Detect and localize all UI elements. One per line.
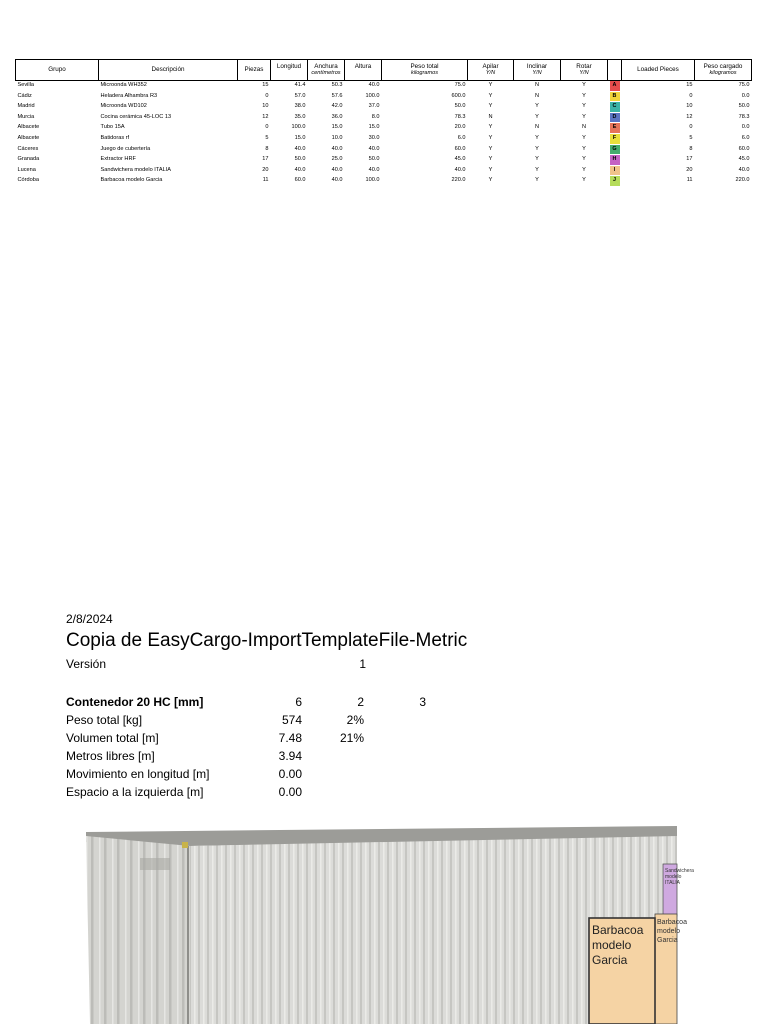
table-body [16,81,752,187]
cell-inclinar: Y [535,156,539,163]
container-3d-view [0,820,768,1024]
cell-grupo: Madrid [17,103,35,110]
header-rotar [561,60,608,81]
cell-altura: 40.0 [368,82,380,89]
row-color-tag: F [610,134,620,144]
cell-tag [608,155,622,166]
version-row [66,655,467,673]
cell-longitud: 60.0 [294,177,306,184]
cell-inclinar: Y [535,113,539,120]
container-illustration [0,820,768,1024]
cell-grupo: Albacete [17,124,40,131]
row-color-tag: C [610,102,620,112]
container-value-2: 2 [357,695,364,709]
cell-longitud: 41.4 [294,82,306,89]
cell-peso-cargado: 220.0 [735,177,750,184]
cell-peso: 45.0 [454,156,466,163]
summary-block [66,612,467,801]
cell-inclinar: Y [535,177,539,184]
table-row [16,102,752,113]
volume-percent: 21% [339,731,364,745]
cell-inclinar: Y [535,103,539,110]
table-header [16,60,752,81]
cell-grupo: Cádiz [17,92,32,99]
table-row [16,91,752,102]
header-tag [608,60,622,81]
header-piezas: Piezas [238,60,271,81]
weight-value: 574 [281,713,302,727]
cell-peso-cargado: 0.0 [741,92,750,99]
cell-rotar: Y [582,92,586,99]
header-anchura-label: Anchura [314,62,338,70]
cell-tag [608,81,622,92]
header-weight-unit-2: kilogramos [709,70,737,77]
cell-peso-cargado: 6.0 [741,134,750,141]
row-color-tag: B [610,92,620,102]
header-loaded-pieces: Loaded Pieces [622,60,695,81]
cell-rotar: Y [582,166,586,173]
container-value-1: 6 [295,695,302,709]
cell-longitud: 50.0 [294,156,306,163]
header-inclinar-yn: Y/N [532,70,542,77]
cell-piezas: 12 [262,113,269,120]
cargo-box-front [589,918,655,1024]
cell-tag [608,165,622,176]
table-row [16,165,752,176]
cell-apilar: Y [488,166,493,173]
row-color-tag: G [610,145,620,155]
length-movement-value: 0.00 [278,767,302,781]
header-apilar-yn: Y/N [485,70,496,77]
cell-desc: Heladera Alhambra R3 [100,92,158,99]
cell-loaded: 11 [686,177,693,184]
row-color-tag: I [610,166,620,176]
cargo-table [15,59,752,186]
row-color-tag: A [610,81,620,91]
cell-altura: 50.0 [368,156,380,163]
cell-grupo: Granada [17,156,40,163]
cell-rotar: Y [582,103,586,110]
cell-longitud: 38.0 [294,103,306,110]
table-row [16,155,752,166]
cargo-box-top [663,864,694,916]
cell-altura: 40.0 [368,166,380,173]
cell-apilar: Y [488,124,493,131]
header-apilar [468,60,514,81]
left-space-row [66,783,467,801]
header-peso-total [382,60,468,81]
cell-rotar: Y [582,156,586,163]
header-altura [345,60,382,81]
cell-desc: Batidoras rf [100,134,130,141]
cell-peso: 40.0 [454,166,466,173]
table-row [16,123,752,134]
cell-loaded: 17 [686,156,693,163]
cell-longitud: 40.0 [294,145,306,152]
cargo-box-front-label: Barbacoa modelo Garcia [592,923,644,967]
row-color-tag: E [610,123,620,133]
cell-loaded: 12 [686,113,693,120]
cell-peso-cargado: 60.0 [738,145,750,152]
cell-longitud: 15.0 [294,134,306,141]
header-grupo: Grupo [16,60,99,81]
cell-grupo: Cáceres [17,145,39,152]
cell-desc: Extractor HRF [100,156,136,163]
cell-peso-cargado: 78.3 [738,113,750,120]
cell-altura: 100.0 [365,92,380,99]
cell-rotar: N [581,124,587,131]
version-value: 1 [359,657,366,671]
cell-loaded: 5 [689,134,693,141]
cell-apilar: Y [488,156,493,163]
cell-altura: 15.0 [368,124,380,131]
free-meters-value: 3.94 [278,749,302,763]
cell-peso: 60.0 [454,145,466,152]
cell-rotar: Y [582,134,586,141]
table-row [16,112,752,123]
cell-apilar: Y [488,92,493,99]
row-color-tag: J [610,176,620,186]
cell-altura: 40.0 [368,145,380,152]
cell-desc: Sandwichera modelo ITALIA [100,166,171,173]
header-descripcion: Descripción [99,60,238,81]
cell-altura: 37.0 [368,103,380,110]
cell-peso: 6.0 [457,134,466,141]
header-peso-total-label: Peso total [410,62,439,70]
header-inclinar-label: Inclinar [526,62,548,70]
cell-tag [608,102,622,113]
cell-tag [608,123,622,134]
cell-loaded: 8 [689,145,693,152]
report-date: 2/8/2024 [66,612,113,626]
cell-peso-cargado: 75.0 [738,82,750,89]
cell-anchura: 15.0 [331,124,343,131]
cell-tag [608,176,622,187]
cell-loaded: 15 [686,82,693,89]
header-peso-cargado-label: Peso cargado [703,62,743,70]
cargo-box-top-label: Sandwichera modelo ITALIA [665,868,694,886]
cell-piezas: 11 [262,177,269,184]
cargo-box-back [655,914,687,1024]
length-movement-label: Movimiento en longitud [m] [66,767,210,781]
cell-longitud: 57.0 [294,92,306,99]
cell-grupo: Albacete [17,134,40,141]
weight-row [66,711,467,729]
cell-peso: 20.0 [454,124,466,131]
free-meters-row [66,747,467,765]
cell-piezas: 0 [265,124,269,131]
cell-loaded: 10 [686,103,693,110]
cell-anchura: 50.3 [331,82,343,89]
cell-grupo: Lucena [17,166,36,173]
cell-grupo: Sevilla [17,82,34,89]
header-rotar-yn: Y/N [579,70,589,77]
cell-apilar: Y [488,134,493,141]
cell-anchura: 42.0 [331,103,343,110]
cell-rotar: Y [582,113,586,120]
cell-peso-cargado: 45.0 [738,156,750,163]
left-space-value: 0.00 [278,785,302,799]
cell-desc: Cocina cerámica 45-LOC 13 [100,113,172,120]
row-color-tag: H [610,155,620,165]
cell-longitud: 40.0 [294,166,306,173]
cell-piezas: 17 [262,156,269,163]
cell-piezas: 8 [265,145,269,152]
cell-peso-cargado: 40.0 [738,166,750,173]
cell-peso: 220.0 [451,177,466,184]
header-apilar-label: Apilar [482,62,499,70]
door-logo-mark [140,858,170,870]
weight-percent: 2% [346,713,364,727]
cell-anchura: 40.0 [331,177,343,184]
cell-desc: Microonda WD102 [100,103,147,110]
cell-peso-cargado: 50.0 [738,103,750,110]
cell-altura: 8.0 [371,113,380,120]
cell-apilar: Y [488,82,493,89]
volume-value: 7.48 [278,731,302,745]
cell-anchura: 36.0 [331,113,343,120]
report-title: Copia de EasyCargo-ImportTemplateFile-Metric [66,630,468,651]
cell-peso: 600.0 [451,92,466,99]
weight-label: Peso total [kg] [66,713,143,727]
table-row [16,144,752,155]
cell-apilar: N [488,113,493,120]
container-door-side [86,836,190,1024]
table-row [16,133,752,144]
header-peso-cargado [695,60,752,81]
cell-piezas: 10 [262,103,269,110]
cell-anchura: 40.0 [331,145,343,152]
cell-inclinar: N [534,92,540,99]
cell-tag [608,144,622,155]
header-longitud [271,60,308,81]
length-movement-row [66,765,467,783]
cell-tag [608,112,622,123]
header-anchura [308,60,345,81]
cell-longitud: 35.0 [294,113,306,120]
cell-rotar: Y [582,145,586,152]
volume-label: Volumen total [m] [66,731,159,745]
header-longitud-label: Longitud [276,62,302,70]
version-label: Versión [66,657,107,671]
cell-peso: 78.3 [454,113,466,120]
header-rotar-label: Rotar [576,62,592,70]
row-color-tag: D [610,113,620,123]
table-row [16,176,752,187]
cell-anchura: 40.0 [331,166,343,173]
cell-anchura: 10.0 [331,134,343,141]
cell-inclinar: N [534,124,540,131]
cell-piezas: 0 [265,92,269,99]
header-dim-unit: centímetros [311,70,341,77]
cell-desc: Microonda WH352 [100,82,147,89]
container-label: Contenedor 20 HC [mm] [66,695,204,709]
cargo-box-back-label: Barbacoa modelo Garcia [657,919,687,944]
cell-rotar: Y [582,177,586,184]
cell-inclinar: Y [535,134,539,141]
cell-rotar: Y [582,82,586,89]
cell-piezas: 20 [262,166,269,173]
cell-desc: Barbacoa modelo Garcia [100,177,163,184]
cell-loaded: 0 [689,124,693,131]
cell-longitud: 100.0 [291,124,306,131]
cell-inclinar: Y [535,145,539,152]
cell-piezas: 15 [262,82,269,89]
left-space-label: Espacio a la izquierda [m] [66,785,204,799]
cell-altura: 100.0 [365,177,380,184]
header-inclinar [514,60,561,81]
cell-altura: 30.0 [368,134,380,141]
cell-apilar: Y [488,145,493,152]
cell-tag [608,133,622,144]
volume-row [66,729,467,747]
cell-apilar: Y [488,103,493,110]
cell-inclinar: Y [535,166,539,173]
cell-tag [608,91,622,102]
cell-loaded: 0 [689,92,693,99]
cell-desc: Tubo 15A [100,124,125,131]
cell-apilar: Y [488,177,493,184]
cell-anchura: 25.0 [331,156,343,163]
cell-grupo: Murcia [17,113,35,120]
cell-desc: Juego de cubertería [100,145,151,152]
cell-piezas: 5 [265,134,269,141]
container-value-3: 3 [419,695,426,709]
header-weight-unit: kilogramos [410,70,439,77]
table-row [16,81,752,92]
free-meters-label: Metros libres [m] [66,749,155,763]
cell-loaded: 20 [686,166,693,173]
cell-peso: 75.0 [454,82,466,89]
cell-inclinar: N [534,82,540,89]
cell-peso-cargado: 0.0 [741,124,750,131]
header-altura-label: Altura [354,62,372,70]
cell-anchura: 57.6 [331,92,343,99]
cell-grupo: Córdoba [17,177,39,184]
cell-peso: 50.0 [454,103,466,110]
container-row [66,693,467,711]
